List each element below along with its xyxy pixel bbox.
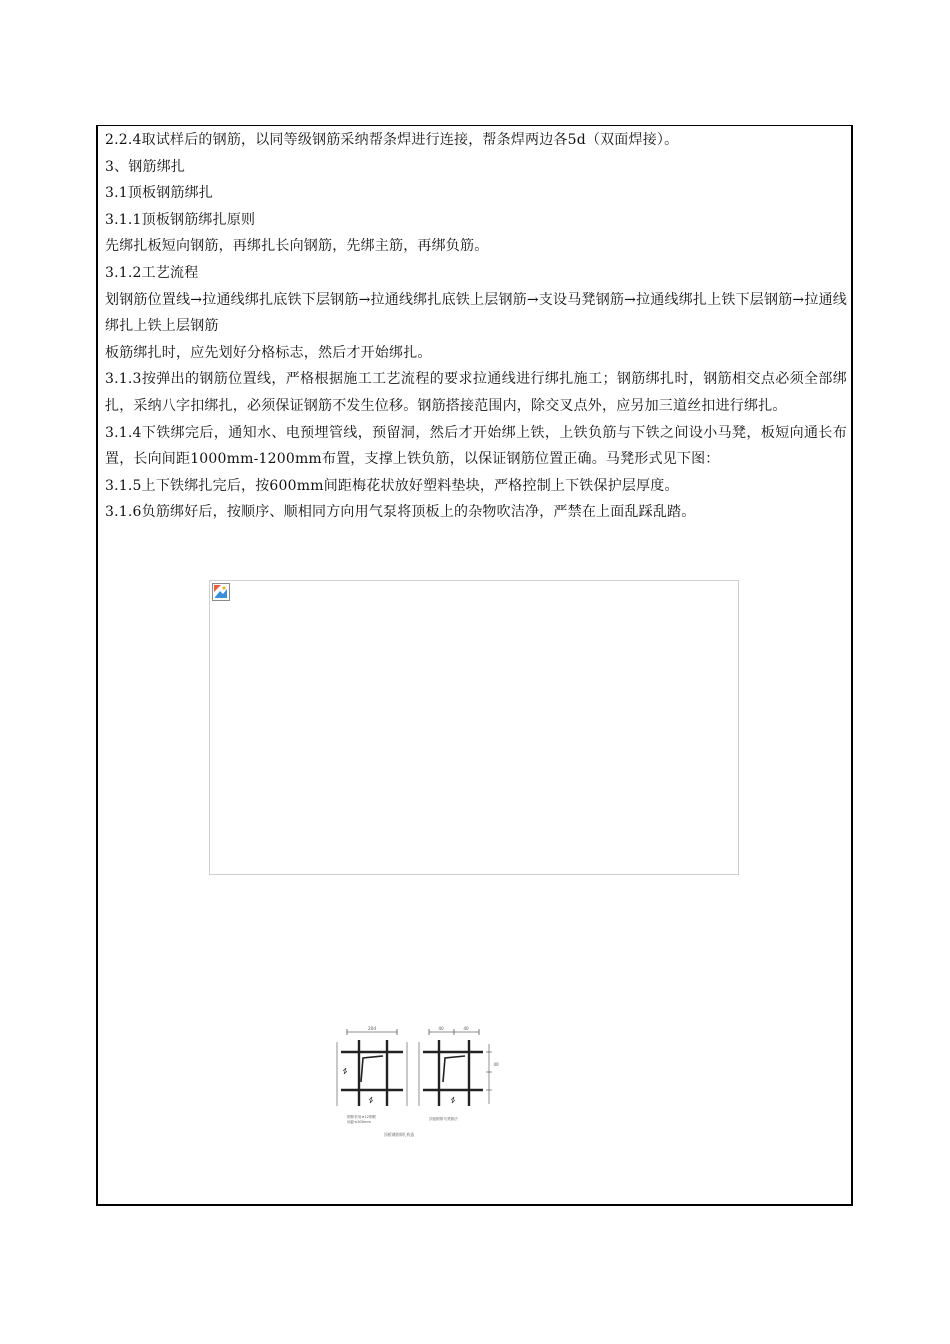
- left-dimension-label: 20d: [368, 1026, 376, 1031]
- right-rebar-detail: [419, 1029, 492, 1106]
- figure-main-caption: 顶板钢筋绑扎构造: [383, 1132, 415, 1137]
- left-caption-line-2: 间距≤300mm: [347, 1120, 372, 1124]
- paragraph-grid-marking: 板筋绑扎时，应先划好分格标志，然后才开始绑扎。: [105, 344, 432, 361]
- paragraph-3-1-3: 3.1.3按弹出的钢筋位置线，严格根据施工工艺流程的要求拉通线进行绑扎施工；钢筋绑扎时，钢筋相交点必须全部绑扎，采纳八字扣绑扎，必须保证钢筋不发生位移。钢筋搭接范围内，除交叉点外，应另加三道丝扣进行绑扎。: [105, 371, 847, 414]
- document-body: [105, 127, 847, 526]
- right-dimension-label-2: 40: [463, 1026, 469, 1031]
- heading-3-rebar-binding: 3、钢筋绑扎: [105, 158, 186, 175]
- heading-3-1-2: 3.1.2工艺流程: [105, 264, 199, 281]
- right-caption: 顶板钢筋马凳做法: [429, 1117, 458, 1121]
- image-placeholder: [209, 580, 739, 875]
- left-caption-line-1: 钢筋采用≥12钢筋: [347, 1115, 377, 1119]
- paragraph-3-1-5: 3.1.5上下铁绑扎完后，按600mm间距梅花状放好塑料垫块，严格控制上下铁保护层厚度。: [105, 477, 679, 494]
- paragraph-principle: 先绑扎板短向钢筋，再绑扎长向钢筋，先绑主筋，再绑负筋。: [105, 238, 489, 255]
- paragraph-3-1-4: 3.1.4下铁绑完后，通知水、电预埋管线，预留洞，然后才开始绑上铁，上铁负筋与下铁之间设小马凳，板短向通长布置，长向间距1000mm-1200mm布置，支撑上铁负筋，以保证钢筋位置正确。马凳形式见下图：: [105, 424, 847, 468]
- paragraph-process-flow: 划钢筋位置线→拉通线绑扎底铁下层钢筋→拉通线绑扎底铁上层钢筋→支设马凳钢筋→拉通线绑扎上铁下层钢筋→拉通线绑扎上铁上层钢筋: [105, 291, 847, 335]
- right-dimension-label-1: 40: [438, 1026, 444, 1031]
- paragraph-3-1-6: 3.1.6负筋绑好后，按顺序、顺相同方向用气泵将顶板上的杂物吹洁净，严禁在上面乱踩乱踏。: [105, 504, 696, 521]
- right-dimension-label-3: 40: [493, 1062, 499, 1067]
- broken-image-icon: [212, 583, 230, 601]
- rebar-chair-drawing: [333, 1022, 503, 1142]
- heading-3-1-1: 3.1.1顶板钢筋绑扎原则: [105, 211, 256, 228]
- paragraph-2-2-4: 2.2.4取试样后的钢筋，以同等级钢筋采纳帮条焊进行连接，帮条焊两边各5d（双面焊接）。: [105, 132, 679, 148]
- left-rebar-detail: [337, 1029, 407, 1106]
- heading-3-1: 3.1顶板钢筋绑扎: [105, 185, 214, 202]
